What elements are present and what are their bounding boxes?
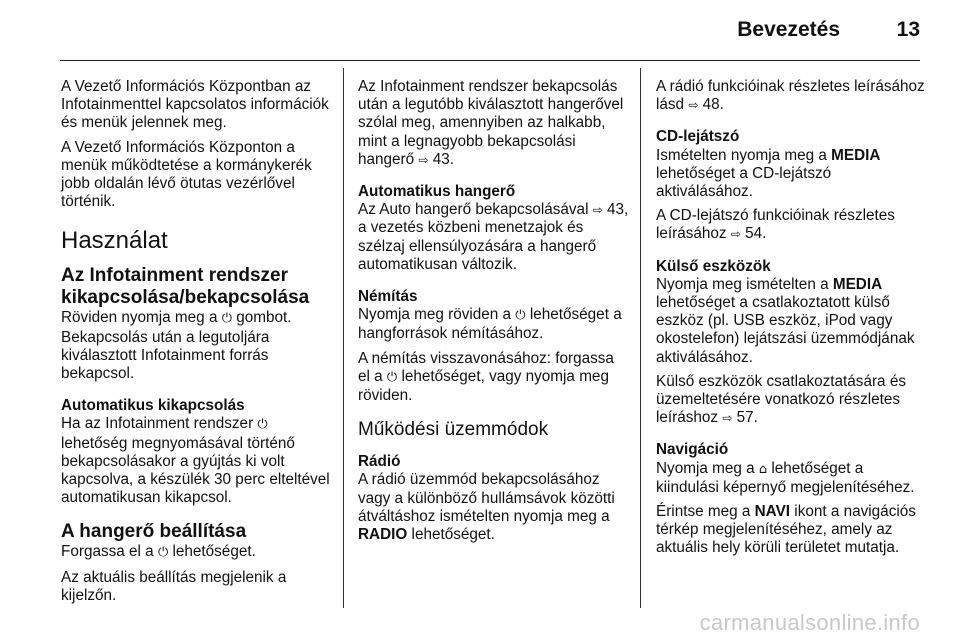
power-knob-icon: ⏻ <box>257 417 268 433</box>
page-number: 13 <box>896 18 920 41</box>
paragraph: Forgassa el a ⏻ lehetőséget. <box>61 543 333 562</box>
paragraph: Ha az Infotainment rendszer ⏻ lehetőség megnyomásával történő bekapcsolásakor a gyújtás ki volt kapcsolva, a készülék 30 perc elteltével automatikusan kikapcsol. <box>61 415 330 507</box>
topic-heading: Külső eszközök <box>656 257 771 275</box>
column-divider <box>640 68 641 608</box>
page-header <box>0 0 960 60</box>
page-reference-arrow-icon: ⇨ <box>688 98 699 113</box>
topic-heading: Navigáció <box>656 441 729 459</box>
button-name: NAVI <box>754 503 791 521</box>
section-heading: Működési üzemmódok <box>358 419 549 441</box>
paragraph: A Vezető Információs Központban az Infotainmenttel kapcsolatos információk és menük jelennek meg. <box>61 78 329 132</box>
paragraph: Az aktuális beállítás megjelenik a kijelzőn. <box>61 568 287 604</box>
paragraph: Külső eszközök csatlakoztatására és üzemeltetésére vonatkozó részletes leíráshoz ⇨ 57. <box>656 372 906 427</box>
paragraph: Nyomja meg röviden a ⏻ lehetőséget a hangforrások némításához. <box>358 306 622 343</box>
paragraph: Nyomja meg ismételten a MEDIA lehetőséget a csatlakoztatott külső eszköz (pl. USB eszköz, iPod vagy okostelefon) lejátszási üzemmódjának aktiválásához. <box>656 275 915 366</box>
power-knob-icon: ⏻ <box>386 369 398 385</box>
paragraph: A CD-lejátszó funkcióinak részletes leírásához ⇨ 54. <box>656 207 895 243</box>
subsection-heading: A hangerő beállítása <box>61 521 247 543</box>
column-divider <box>343 68 344 608</box>
paragraph: Az Auto hangerő bekapcsolásával ⇨ 43, a vezetés közbeni menetzajok és szélzaj ellensúlyozására a hangerő automatikusan változik. <box>358 201 629 273</box>
topic-heading: CD-lejátszó <box>656 128 740 146</box>
button-name: MEDIA <box>832 275 883 293</box>
paragraph: A némítás visszavonásához: forgassa el a ⏻ lehetőséget, vagy nyomja meg röviden. <box>358 349 614 405</box>
paragraph: Az Infotainment rendszer bekapcsolás után a legutóbb kiválasztott hangerővel szólal meg, amennyiben az halkabb, mint a legnagyobb bekapcsolási hangerő ⇨ 43. <box>358 78 624 168</box>
topic-heading: Automatikus hangerő <box>358 183 516 201</box>
subsection-heading: Az Infotainment rendszer kikapcsolása/bekapcsolása <box>61 265 310 309</box>
topic-heading: Némítás <box>358 288 418 306</box>
button-name: MEDIA <box>831 146 881 164</box>
paragraph: A rádió funkcióinak részletes leírásához lásd ⇨ 48. <box>656 78 925 114</box>
section-heading: Használat <box>61 227 168 255</box>
paragraph: Érintse meg a NAVI ikont a navigációs térkép megjelenítéséhez, amely az aktuális hely körüli területet mutatja. <box>656 503 916 557</box>
header-rule <box>60 60 920 61</box>
home-icon: ⌂ <box>758 461 768 477</box>
page-reference-arrow-icon: ⇨ <box>722 411 733 426</box>
page-reference-arrow-icon: ⇨ <box>730 227 741 242</box>
page-reference-arrow-icon: ⇨ <box>418 152 429 167</box>
paragraph: Röviden nyomja meg a ⏻ gombot. Bekapcsolás után a legutoljára kiválasztott Infotainment forrás bekapcsol. <box>61 309 292 383</box>
watermark: carmanualsonline.info <box>699 610 920 635</box>
page-reference-arrow-icon: ⇨ <box>592 203 603 218</box>
column-1 <box>61 78 333 611</box>
topic-heading: Rádió <box>358 453 401 471</box>
power-knob-icon: ⏻ <box>515 308 526 324</box>
page-title: Bevezetés <box>737 18 840 41</box>
power-knob-icon: ⏻ <box>221 311 232 327</box>
paragraph: A rádió üzemmód bekapcsolásához vagy a különböző hullámsávok közötti átváltáshoz ismételten nyomja meg a RADIO lehetőséget. <box>358 471 615 544</box>
topic-heading: Automatikus kikapcsolás <box>61 397 245 415</box>
paragraph: Nyomja meg a ⌂ lehetőséget a kiindulási képernyő megjelenítéséhez. <box>656 459 915 496</box>
power-knob-icon: ⏻ <box>157 545 169 561</box>
button-name: RADIO <box>358 526 408 544</box>
paragraph: Ismételten nyomja meg a MEDIA lehetőséget a CD-lejátszó aktiválásához. <box>656 146 881 201</box>
column-3 <box>656 78 928 564</box>
column-2 <box>358 78 630 550</box>
paragraph: A Vezető Információs Központon a menük működtetése a kormánykerék jobb oldalán lévő ötutas vezérlővel történik. <box>61 138 312 211</box>
